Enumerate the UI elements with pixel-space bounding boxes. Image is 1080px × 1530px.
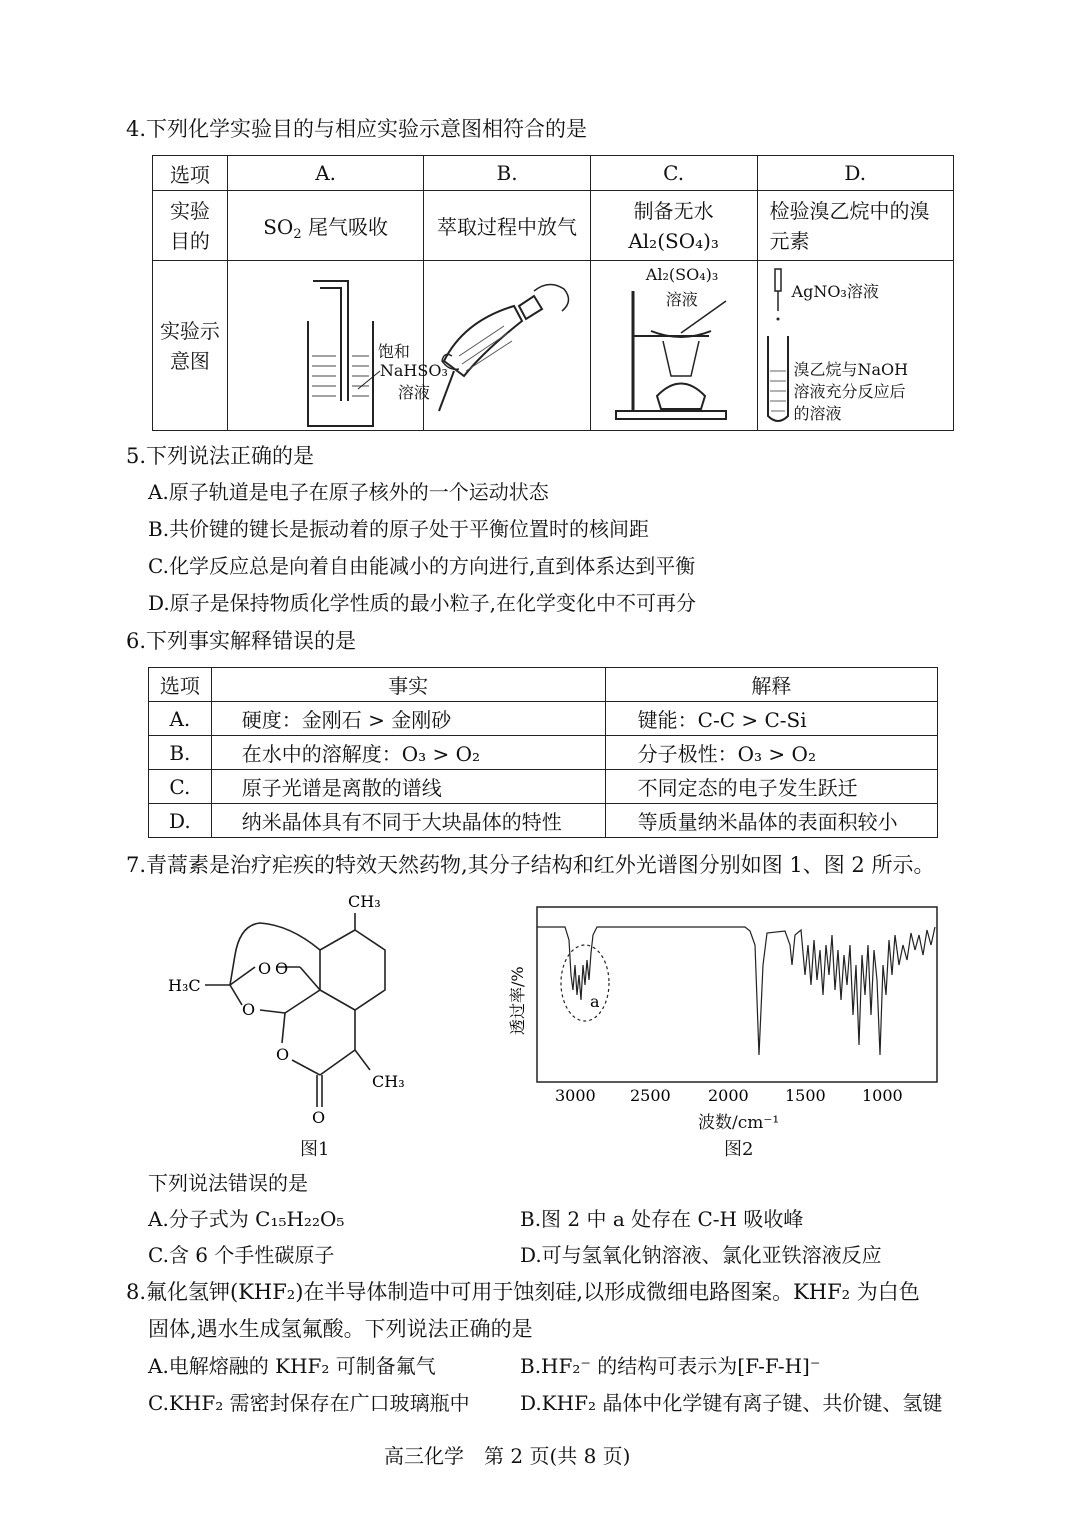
q4-header-c: C.	[590, 156, 757, 191]
q4-diagram-d	[757, 261, 953, 431]
q5-option-d: D.原子是保持物质化学性质的最小粒子,在化学变化中不可再分	[148, 591, 697, 615]
mol-ch3-bottom: CH₃	[372, 1072, 405, 1091]
svg-text:O: O	[242, 1000, 256, 1019]
ir-tick-3000: 3000	[555, 1086, 596, 1105]
q7-option-a: A.分子式为 C₁₅H₂₂O₅	[148, 1207, 345, 1231]
svg-text:O: O	[312, 1108, 326, 1125]
q8-option-d: D.KHF₂ 晶体中化学键有离子键、共价键、氢键	[520, 1391, 943, 1415]
q6-stem: 6.下列事实解释错误的是	[126, 629, 357, 653]
ir-tick-2000: 2000	[708, 1086, 749, 1105]
ir-tick-1000: 1000	[862, 1086, 903, 1105]
mol-h3c: H₃C	[168, 976, 201, 995]
q4-table	[152, 155, 954, 431]
svg-text:O: O	[258, 959, 272, 978]
q4-purpose-a: $SO_2$ 尾气吸收	[227, 191, 423, 261]
q4-purpose-c: 制备无水 Al₂(SO₄)₃	[590, 191, 757, 261]
fig-a-label1: 饱和	[377, 342, 410, 361]
page-footer: 高三化学 第 2 页(共 8 页)	[384, 1444, 631, 1468]
q5-option-c: C.化学反应总是向着自由能减小的方向进行,直到体系达到平衡	[148, 554, 696, 578]
q6-header-opt: 选项	[149, 668, 212, 702]
q6-header-expl: 解释	[605, 668, 937, 702]
q7-option-d: D.可与氢氧化钠溶液、氯化亚铁溶液反应	[520, 1243, 882, 1267]
q8-option-a: A.电解熔融的 KHF₂ 可制备氟气	[148, 1354, 436, 1378]
separatory-funnel-figure	[424, 261, 590, 431]
q7-option-c: C.含 6 个手性碳原子	[148, 1243, 335, 1267]
q7-option-b: B.图 2 中 a 处存在 C-H 吸收峰	[520, 1207, 804, 1231]
q5-option-b: B.共价键的键长是振动着的原子处于平衡位置时的核间距	[148, 517, 650, 541]
q4-stem: 4.下列化学实验目的与相应实验示意图相符合的是	[126, 117, 588, 141]
table-row: D. 纳米晶体具有不同于大块晶体的特性 等质量纳米晶体的表面积较小	[149, 804, 938, 838]
q4-header-label: 选项	[153, 156, 228, 191]
ir-xlabel: 波数/cm⁻¹	[698, 1113, 780, 1133]
q4-diagram-a	[227, 261, 448, 431]
q4-diagram-label: 实验示意图	[153, 261, 228, 431]
fig-c-label2: 溶液	[665, 290, 698, 309]
q4-purpose-b: 萃取过程中放气	[424, 191, 590, 261]
q7-stem: 7.青蒿素是治疗疟疾的特效天然药物,其分子结构和红外光谱图分别如图 1、图 2 所示。	[126, 853, 935, 877]
q5-stem: 5.下列说法正确的是	[126, 444, 315, 468]
artemisinin-structure	[160, 885, 460, 1125]
svg-text:O: O	[275, 959, 289, 978]
fig-d-label1: AgNO₃溶液	[791, 282, 879, 301]
fig-d-label4: 的溶液	[793, 404, 842, 423]
ir-tick-1500: 1500	[785, 1086, 826, 1105]
fig2-caption: 图2	[724, 1139, 754, 1160]
q4-diagram-b	[424, 261, 590, 431]
table-row: B. 在水中的溶解度：O₃ > O₂ 分子极性：O₃ > O₂	[149, 736, 938, 770]
q6-table	[148, 667, 938, 838]
ir-tick-2500: 2500	[630, 1086, 671, 1105]
q4-purpose-label: 实验目的	[153, 191, 228, 261]
fig1-caption: 图1	[300, 1139, 330, 1160]
q7-sub-stem: 下列说法错误的是	[148, 1171, 308, 1195]
q8-option-c: C.KHF₂ 需密封保存在广口玻璃瓶中	[148, 1391, 470, 1415]
q4-header-a: A.	[227, 156, 423, 191]
mol-ch3-top: CH₃	[348, 892, 381, 911]
ir-spectrum	[505, 905, 945, 1105]
q4-diagram-c	[590, 261, 757, 431]
q4-header-d: D.	[757, 156, 953, 191]
ir-ylabel: 透过率/%	[508, 966, 527, 1035]
fig-d-label3: 溶液充分反应后	[793, 382, 906, 401]
q8-option-b: B.HF₂⁻ 的结构可表示为[F-F-H]⁻	[520, 1354, 821, 1378]
fig-d-label2: 溴乙烷与NaOH	[793, 360, 909, 379]
table-row: C. 原子光谱是离散的谱线 不同定态的电子发生跃迁	[149, 770, 938, 804]
fig-c-label1: Al₂(SO₄)₃	[645, 265, 719, 284]
q5-option-a: A.原子轨道是电子在原子核外的一个运动状态	[148, 480, 549, 504]
ir-mark: a	[590, 992, 600, 1011]
q8-stem-line1: 8.氟化氢钾(KHF₂)在半导体制造中可用于蚀刻硅,以形成微细电路图案。KHF₂ 为白色	[126, 1280, 920, 1304]
q4-purpose-d: 检验溴乙烷中的溴元素	[757, 191, 953, 261]
q4-header-b: B.	[424, 156, 590, 191]
table-row: A. 硬度：金刚石 > 金刚砂 键能：C-C > C-Si	[149, 702, 938, 736]
q8-stem-line2: 固体,遇水生成氢氟酸。下列说法正确的是	[148, 1317, 533, 1341]
svg-text:O: O	[276, 1045, 290, 1064]
fig-a-label2: NaHSO₃溶液	[379, 361, 448, 402]
q6-header-fact: 事实	[211, 668, 605, 702]
